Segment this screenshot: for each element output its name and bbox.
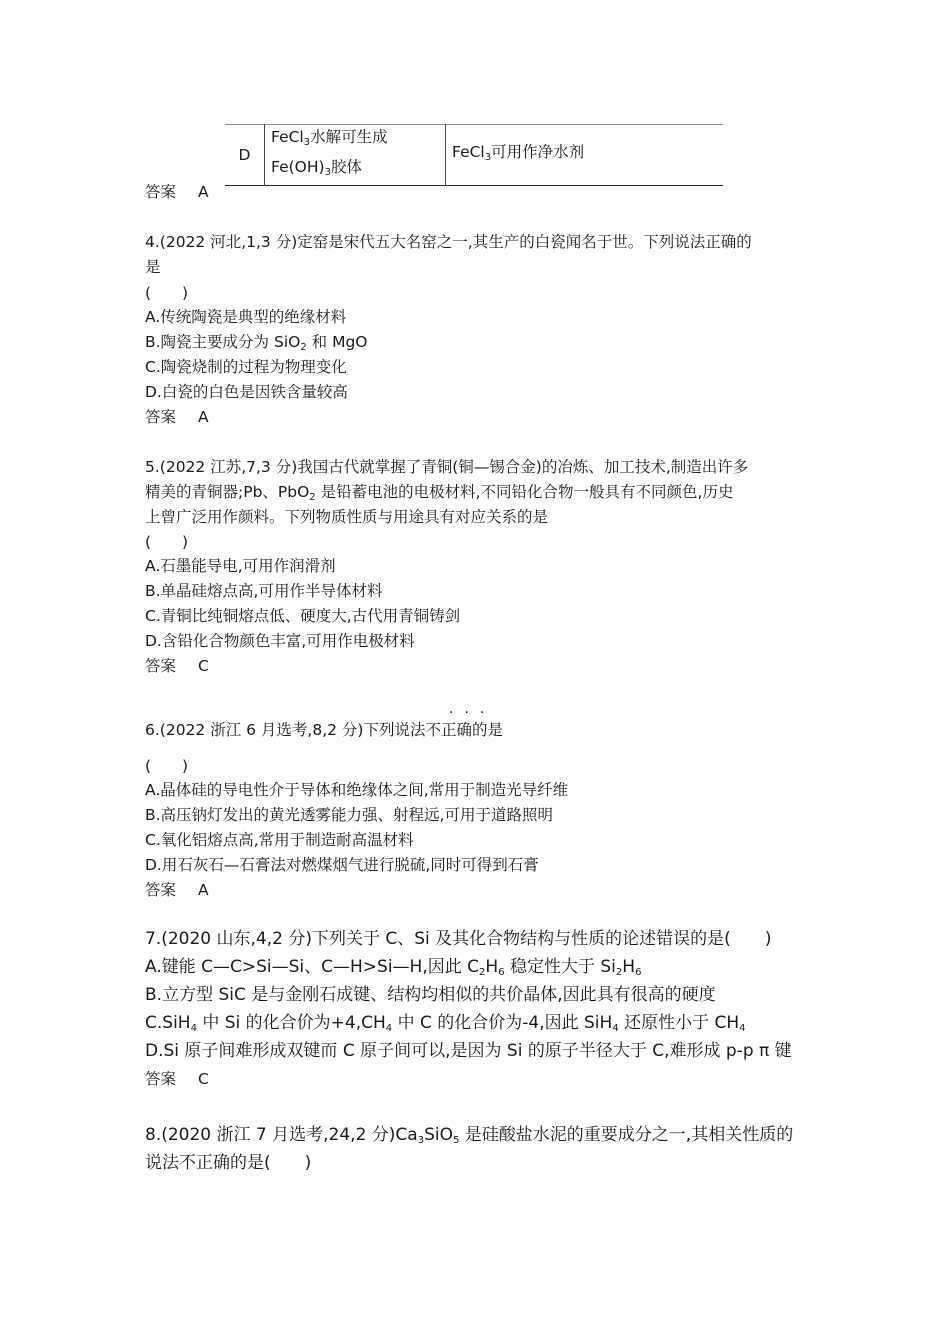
option-text: 中 Si 的化合价为+4,CH xyxy=(196,1013,386,1033)
q5-answer xyxy=(145,654,209,678)
options-table xyxy=(225,124,723,186)
q5-stem-line3: 上曾广泛用作颜料。下列物质性质与用途具有对应关系的是 xyxy=(145,508,549,526)
q4-option-d: D.白瓷的白色是因铁含量较高 xyxy=(145,383,348,401)
option-text: 稳定性大于 Si xyxy=(504,957,616,977)
answer-value: C xyxy=(198,1070,209,1088)
q5-option-a: A.石墨能导电,可用作润滑剂 xyxy=(145,557,336,575)
q4-stem-line2: 是 xyxy=(145,258,161,276)
q7-option-c xyxy=(145,1011,746,1041)
option-text: A.键能 C—C>Si—Si、C—H>Si—H,因此 C xyxy=(145,957,480,977)
subscript: 6 xyxy=(498,967,505,978)
q8-stem-line2: 说法不正确的是( ) xyxy=(145,1153,312,1173)
table-row xyxy=(225,125,723,186)
subscript: 4 xyxy=(739,1023,746,1034)
q6-option-a: A.晶体硅的导电性介于导体和绝缘体之间,常用于制造光导纤维 xyxy=(145,781,569,799)
subscript: 3 xyxy=(484,152,492,163)
option-text: H xyxy=(622,957,636,977)
q5-option-d: D.含铅化合物颜色丰富,可用作电极材料 xyxy=(145,632,415,650)
q8-stem-line1 xyxy=(145,1123,793,1153)
option-text: 中 C 的化合价为-4,因此 SiH xyxy=(392,1013,613,1033)
option-text: 和 MgO xyxy=(306,333,368,351)
stem-text: 精美的青铜器;Pb、PbO xyxy=(145,483,310,501)
statement-text: 水解可生成 xyxy=(310,128,388,146)
q4-answer xyxy=(145,405,209,429)
subscript: 3 xyxy=(324,167,331,178)
emphasis-dots: ··· xyxy=(449,705,496,721)
subscript: 2 xyxy=(479,967,486,978)
q6-option-d: D.用石灰石—石膏法对燃煤烟气进行脱硫,同时可得到石膏 xyxy=(145,856,539,874)
statement-text: Fe(OH) xyxy=(271,158,325,176)
stem-text: 是铅蓄电池的电极材料,不同铅化合物一般具有不同颜色,历史 xyxy=(315,483,734,501)
q7-answer xyxy=(145,1067,209,1091)
row-statement xyxy=(265,125,446,186)
q7-option-d: D.Si 原子间难形成双键而 C 原子间可以,是因为 Si 的原子半径大于 C,难形成 p-p π 键 xyxy=(145,1041,792,1061)
subscript: 2 xyxy=(615,967,623,978)
answer-value: A xyxy=(198,881,209,899)
subscript: 6 xyxy=(635,967,642,978)
answer-value: C xyxy=(198,657,209,675)
q3-answer xyxy=(145,180,209,204)
subscript: 3 xyxy=(303,137,311,148)
q4-option-c: C.陶瓷烧制的过程为物理变化 xyxy=(145,358,347,376)
q5-option-c: C.青铜比纯铜熔点低、硬度大,古代用青铜铸剑 xyxy=(145,607,461,625)
row-letter: D xyxy=(225,125,265,186)
subscript: 4 xyxy=(612,1023,619,1034)
stem-text: 8.(2020 浙江 7 月选考,24,2 分)Ca xyxy=(145,1125,418,1145)
q5-option-b: B.单晶硅熔点高,可用作半导体材料 xyxy=(145,582,383,600)
answer-label: 答案 xyxy=(145,657,177,675)
answer-label: 答案 xyxy=(145,183,177,201)
q6-stem: 6.(2022 浙江 6 月选考,8,2 分)下列说法不正确的是 xyxy=(145,721,503,739)
q6-answer xyxy=(145,878,209,902)
q4-stem-line1: 4.(2022 河北,1,3 分)定窑是宋代五大名窑之一,其生产的白瓷闻名于世。下列说法正确的 xyxy=(145,233,752,251)
answer-value: A xyxy=(198,183,209,201)
q4-option-a: A.传统陶瓷是典型的绝缘材料 xyxy=(145,308,347,326)
subscript: 4 xyxy=(190,1023,197,1034)
q6-paren: ( ) xyxy=(145,757,189,775)
option-text: C.SiH xyxy=(145,1013,191,1033)
option-text: 还原性小于 CH xyxy=(618,1013,740,1033)
q6-option-b: B.高压钠灯发出的黄光透雾能力强、射程远,可用于道路照明 xyxy=(145,806,553,824)
answer-label: 答案 xyxy=(145,408,177,426)
statement-text: 胶体 xyxy=(330,158,362,176)
statement-text: FeCl xyxy=(271,128,304,146)
q5-stem-line1: 5.(2022 江苏,7,3 分)我国古代就掌握了青铜(铜—锡合金)的冶炼、加工技术,制造出许多 xyxy=(145,458,749,476)
option-text: H xyxy=(485,957,499,977)
option-text: B.陶瓷主要成分为 SiO xyxy=(145,333,301,351)
row-use xyxy=(446,125,724,186)
q7-stem: 7.(2020 山东,4,2 分)下列关于 C、Si 及其化合物结构与性质的论述错误的是( ) xyxy=(145,929,772,949)
subscript: 2 xyxy=(300,342,307,353)
q7-option-a xyxy=(145,955,641,985)
subscript: 4 xyxy=(385,1023,393,1034)
answer-label: 答案 xyxy=(145,881,177,899)
answer-value: A xyxy=(198,408,209,426)
subscript: 5 xyxy=(453,1135,460,1146)
answer-label: 答案 xyxy=(145,1070,177,1088)
q6-option-c: C.氧化铝熔点高,常用于制造耐高温材料 xyxy=(145,831,414,849)
use-text: 可用作净水剂 xyxy=(491,143,585,161)
subscript: 3 xyxy=(417,1135,425,1146)
q4-paren: ( ) xyxy=(145,284,189,302)
q5-paren: ( ) xyxy=(145,533,189,551)
subscript: 2 xyxy=(309,492,316,503)
stem-text: SiO xyxy=(424,1125,454,1145)
stem-text: 是硅酸盐水泥的重要成分之一,其相关性质的 xyxy=(459,1125,794,1145)
q7-option-b: B.立方型 SiC 是与金刚石成键、结构均相似的共价晶体,因此具有很高的硬度 xyxy=(145,985,716,1005)
use-text: FeCl xyxy=(452,143,485,161)
